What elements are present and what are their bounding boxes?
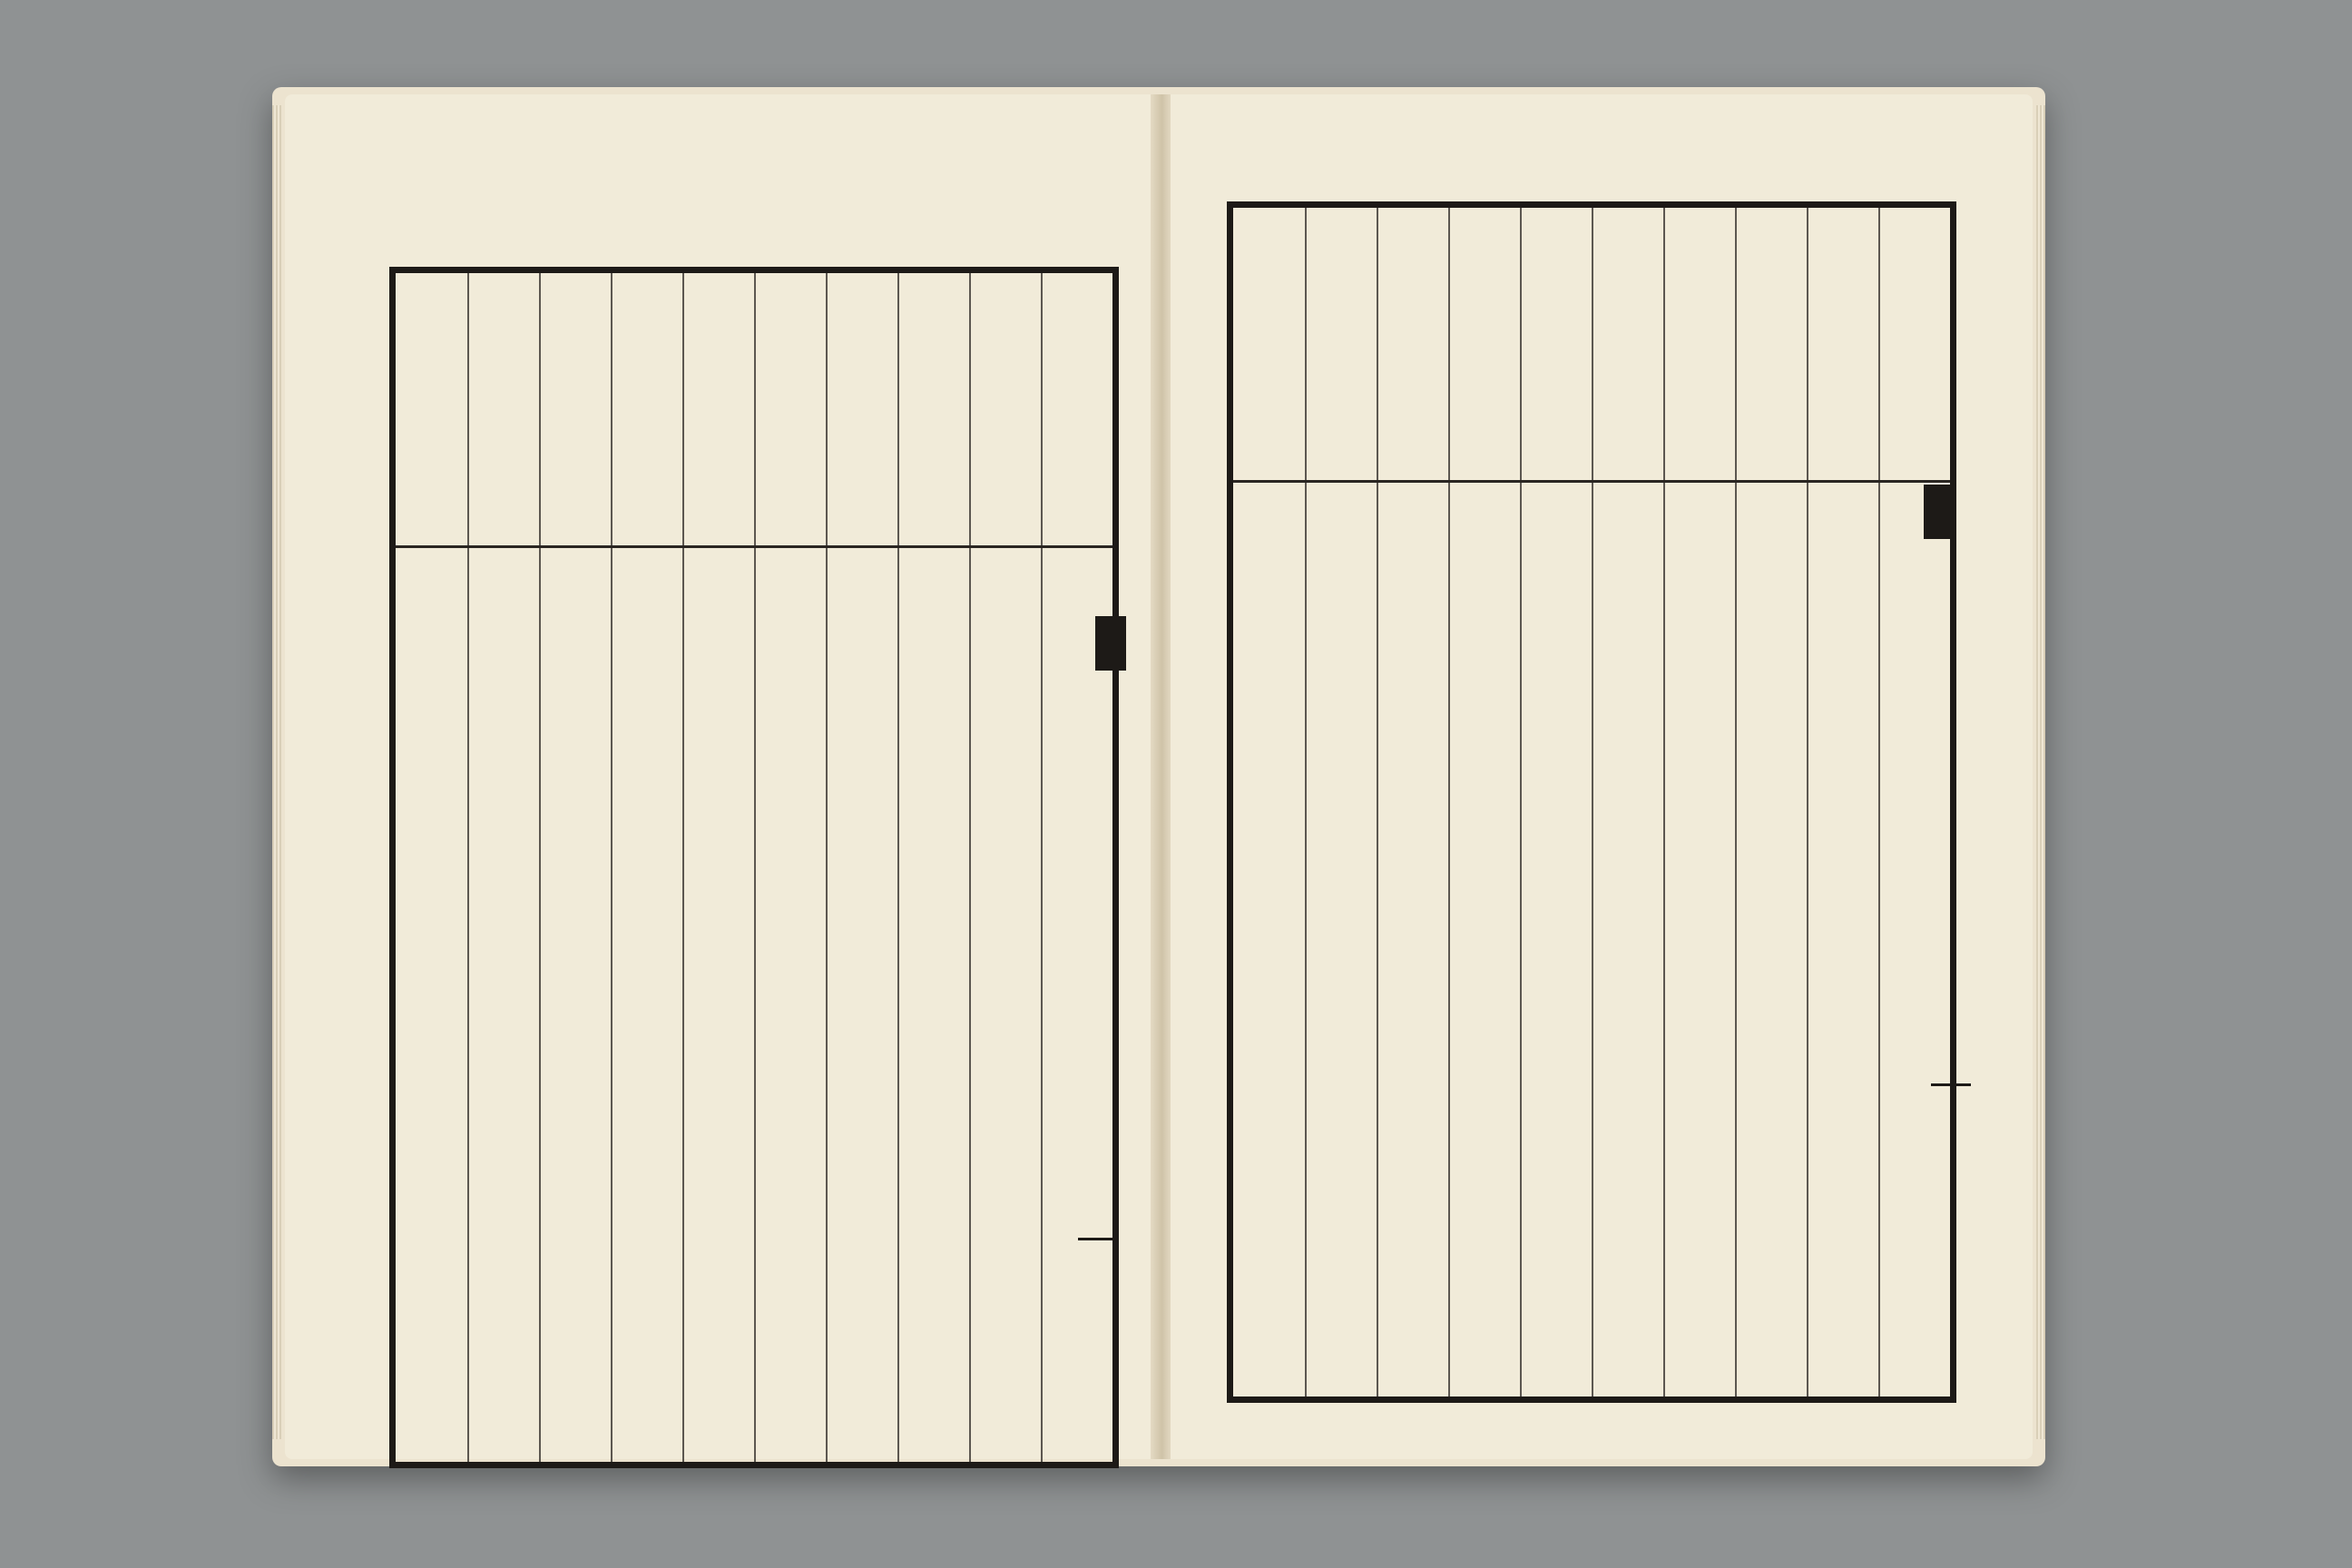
left-column-rule (467, 273, 469, 1462)
right-column-rule (1520, 208, 1522, 1396)
left-column-rule (826, 273, 828, 1462)
left-column-rule (682, 273, 684, 1462)
right-column-rule (1735, 208, 1737, 1396)
right-column-rule (1663, 208, 1665, 1396)
page-edges-left (272, 105, 281, 1439)
right-column-rule (1878, 208, 1880, 1396)
left-column-rule (539, 273, 541, 1462)
right-folio-mark (1931, 1083, 1971, 1086)
left-column-rule (969, 273, 971, 1462)
left-fishtail-mark (1095, 616, 1126, 671)
right-fishtail-mark (1924, 485, 1955, 539)
right-page (1171, 94, 2033, 1459)
right-column-rule (1377, 208, 1378, 1396)
left-column-rule (1041, 273, 1043, 1462)
page-edges-right (2036, 105, 2045, 1439)
right-column-rule (1592, 208, 1593, 1396)
left-column-rule (897, 273, 899, 1462)
right-column-rule (1305, 208, 1307, 1396)
right-column-rule (1448, 208, 1450, 1396)
left-page (285, 94, 1156, 1459)
left-printed-frame (389, 267, 1119, 1468)
left-folio-mark (1078, 1238, 1118, 1240)
right-printed-frame (1227, 201, 1956, 1403)
right-column-rule (1807, 208, 1808, 1396)
left-column-rule (611, 273, 612, 1462)
left-column-rule (754, 273, 756, 1462)
open-book (272, 87, 2045, 1466)
